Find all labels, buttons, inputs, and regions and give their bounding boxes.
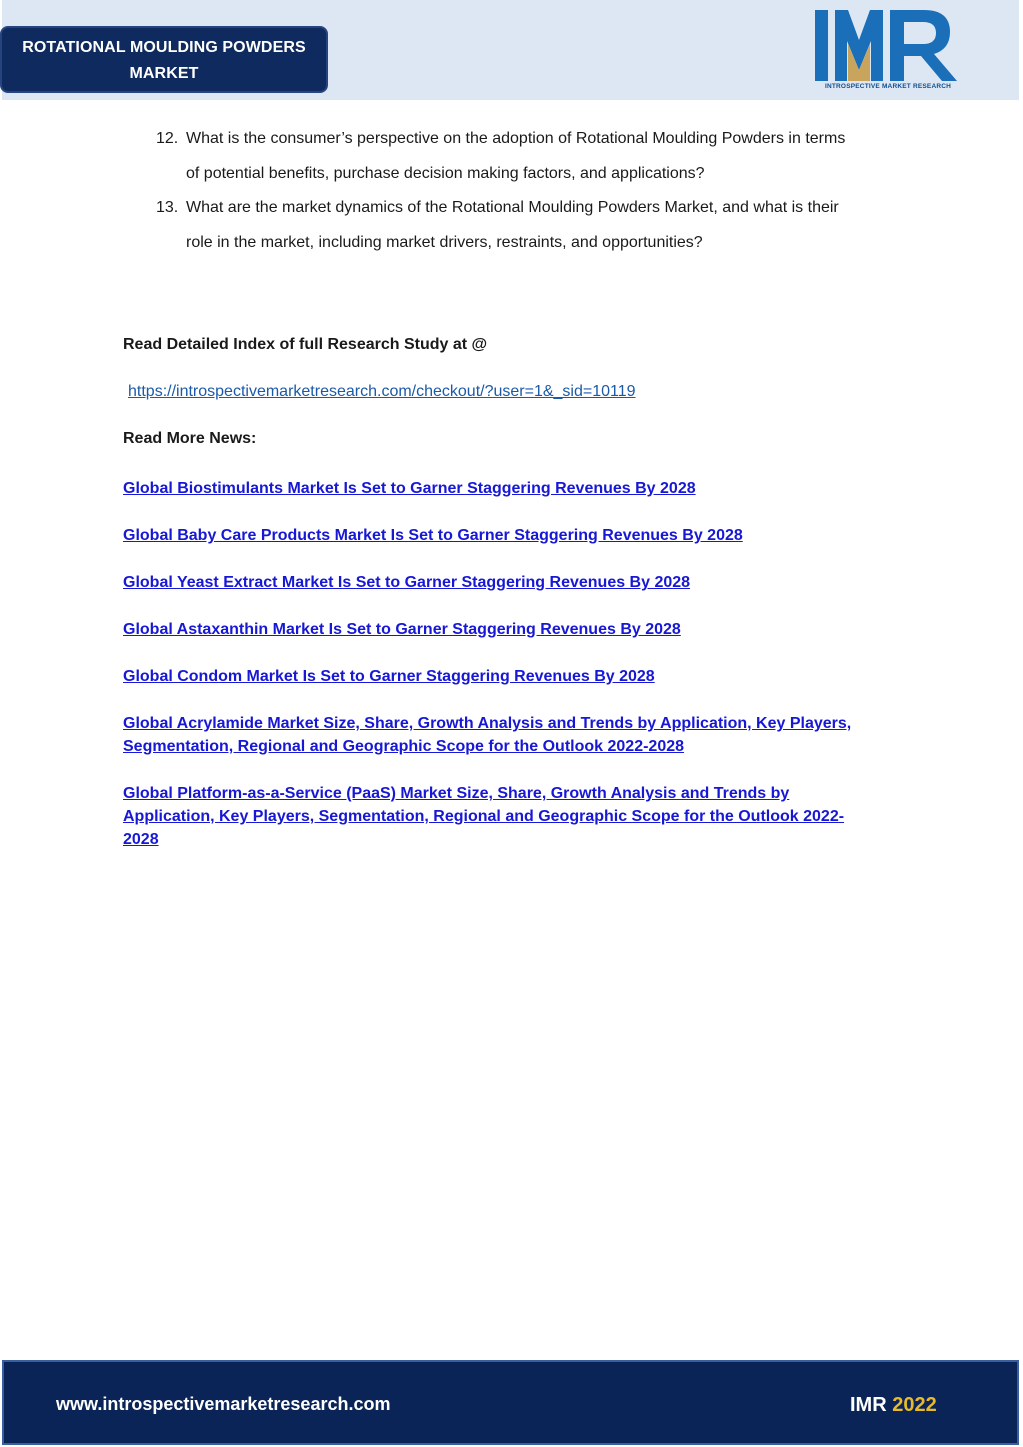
question-number: 12. (156, 130, 179, 147)
question-text-line: of potential benefits, purchase decision making factors, and applications? (186, 164, 705, 182)
news-link-baby-care[interactable] (123, 524, 883, 547)
checkout-link[interactable]: https://introspectivemarketresearch.com/checkout/?user=1&_sid=10119 (128, 383, 636, 400)
footer-brand (850, 1394, 937, 1417)
question-text-line: role in the market, including market drivers, restraints, and opportunities? (186, 233, 703, 251)
news-link-line: Application, Key Players, Segmentation, Regional and Geographic Scope for the Outlook 2022- (123, 808, 845, 825)
news-link-line: Segmentation, Regional and Geographic Scope for the Outlook 2022-2028 (123, 738, 685, 755)
news-link-line: Global Yeast Extract Market Is Set to Garner Staggering Revenues By 2028 (123, 574, 691, 591)
footer-website-link[interactable]: www.introspectivemarketresearch.com (56, 1394, 391, 1414)
footer-year: 2022 (892, 1394, 937, 1416)
report-title (0, 26, 328, 93)
news-link-astaxanthin[interactable] (123, 618, 883, 641)
logo-caption: INTROSPECTIVE MARKET RESEARCH (824, 83, 952, 90)
footer (2, 1360, 1019, 1445)
news-link-yeast-extract[interactable] (123, 571, 883, 594)
footer-brand-name: IMR (850, 1394, 887, 1416)
read-detailed-heading: Read Detailed Index of full Research Study at @ (123, 336, 488, 353)
news-link-line: Global Acrylamide Market Size, Share, Growth Analysis and Trends by Application, Key Players, (123, 715, 852, 732)
report-title-line2: MARKET (129, 65, 199, 82)
news-link-line: 2028 (123, 831, 159, 848)
question-text-line: What are the market dynamics of the Rotational Moulding Powders Market, and what is their (186, 199, 839, 216)
question-number: 13. (156, 199, 179, 216)
news-link-line: Global Astaxanthin Market Is Set to Garner Staggering Revenues By 2028 (123, 621, 681, 638)
news-link-condom[interactable] (123, 665, 883, 688)
news-link-paas[interactable] (123, 782, 883, 851)
news-link-biostimulants[interactable] (123, 477, 883, 500)
question-item (150, 122, 910, 191)
news-link-line: Global Platform-as-a-Service (PaaS) Market Size, Share, Growth Analysis and Trends by (123, 785, 790, 802)
question-text-line: What is the consumer’s perspective on the adoption of Rotational Moulding Powders in terms (186, 130, 846, 147)
report-title-line1: ROTATIONAL MOULDING POWDERS (22, 39, 306, 56)
news-link-line: Global Biostimulants Market Is Set to Garner Staggering Revenues By 2028 (123, 480, 696, 497)
question-item (150, 191, 910, 260)
news-link-line: Global Condom Market Is Set to Garner Staggering Revenues By 2028 (123, 668, 655, 685)
question-list (150, 122, 910, 260)
read-more-heading: Read More News: (123, 430, 257, 447)
news-link-line: Global Baby Care Products Market Is Set to Garner Staggering Revenues By 2028 (123, 527, 743, 544)
news-link-acrylamide[interactable] (123, 712, 883, 758)
